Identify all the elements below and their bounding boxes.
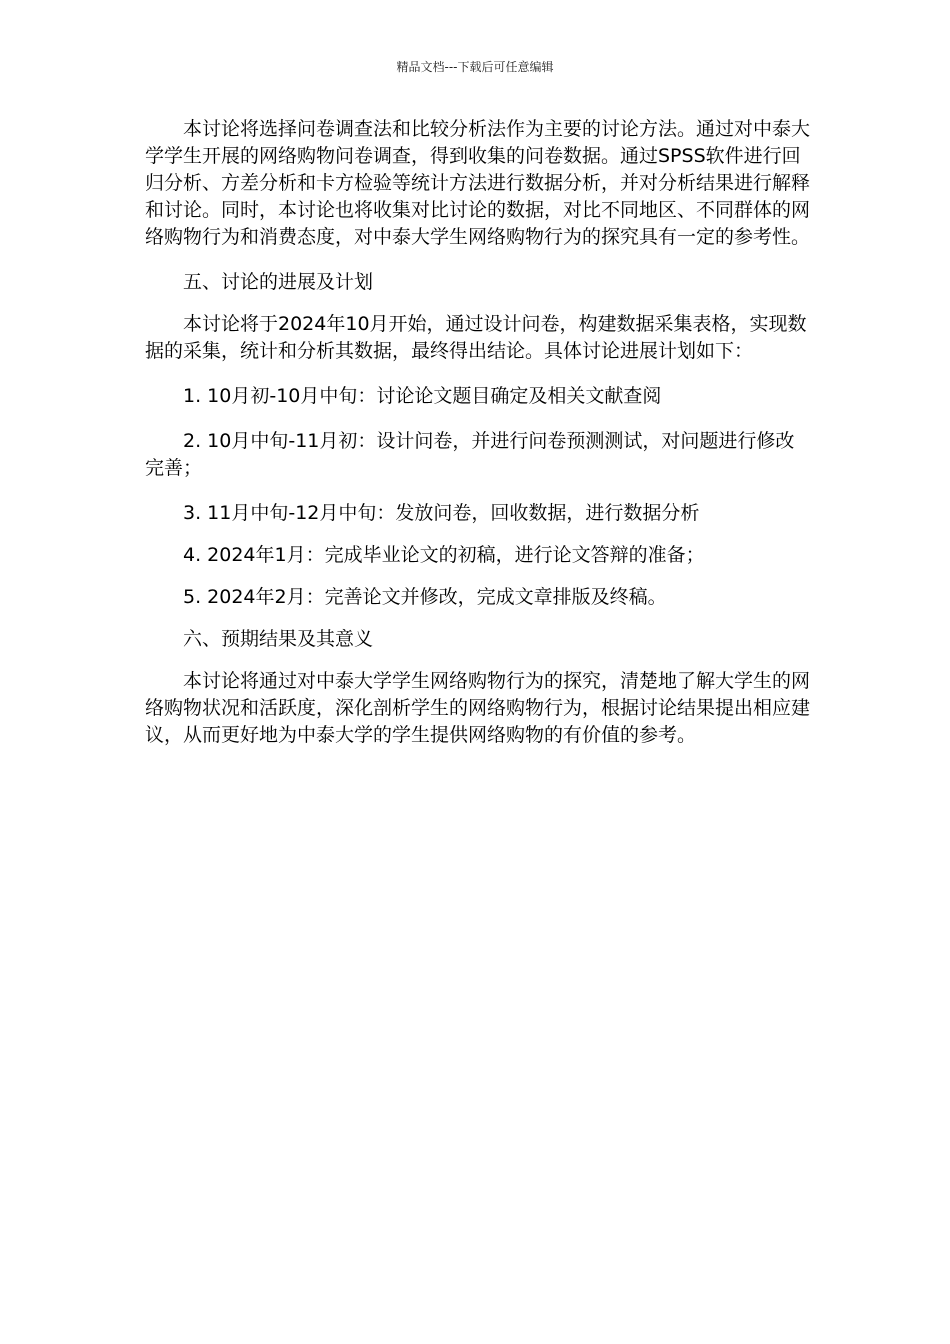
document-body xyxy=(145,116,810,749)
plan-item-3: 3. 11月中旬-12月中旬：发放问卷，回收数据，进行数据分析 xyxy=(183,502,700,524)
plan-item-2: 2. 10月中旬-11月初：设计问卷，并进行问卷预测测试，对问题进行修改完善； xyxy=(145,430,795,479)
plan-item-1: 1. 10月初-10月中旬：讨论论文题目确定及相关文献查阅 xyxy=(183,385,662,407)
paragraph-methods: 本讨论将选择问卷调查法和比较分析法作为主要的讨论方法。通过对中泰大学学生开展的网络购物问卷调查，得到收集的问卷数据。通过SPSS软件进行回归分析、方差分析和卡方检验等统计方法进行数据分析，并对分析结果进行解释和讨论。同时，本讨论也将收集对比讨论的数据，对比不同地区、不同群体的网络购物行为和消费态度，对中泰大学生网络购物行为的探究具有一定的参考性。 xyxy=(145,118,811,248)
plan-item-4: 4. 2024年1月：完成毕业论文的初稿，进行论文答辩的准备； xyxy=(183,544,705,566)
section-heading-progress: 五、讨论的进展及计划 xyxy=(183,271,374,293)
section-heading-results: 六、预期结果及其意义 xyxy=(183,628,374,650)
paragraph-plan-intro: 本讨论将于2024年10月开始，通过设计问卷，构建数据采集表格，实现数据的采集，统计和分析其数据，最终得出结论。具体讨论进展计划如下： xyxy=(145,313,807,362)
page-header: 精品文档---下载后可任意编辑 xyxy=(396,60,554,74)
paragraph-results: 本讨论将通过对中泰大学学生网络购物行为的探究，清楚地了解大学生的网络购物状况和活跃度，深化剖析学生的网络购物行为，根据讨论结果提出相应建议，从而更好地为中泰大学的学生提供网络购物的有价值的参考。 xyxy=(145,670,811,746)
plan-item-5: 5. 2024年2月：完善论文并修改，完成文章排版及终稿。 xyxy=(183,586,667,608)
